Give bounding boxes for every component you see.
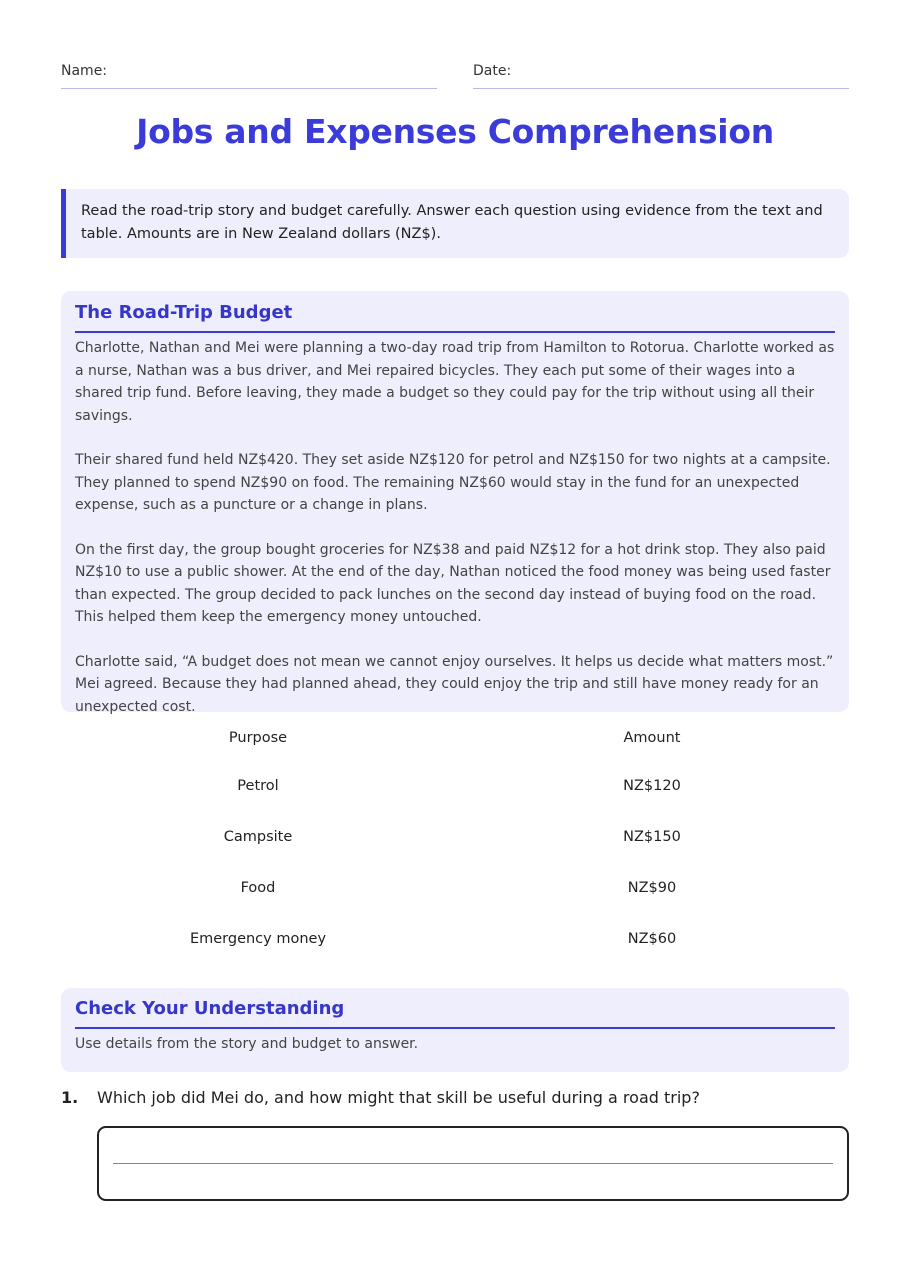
- table-header-row: [61, 716, 849, 760]
- instructions-text: Read the road-trip story and budget carefully. Answer each question using evidence from the text and table. Amounts are in New Zealand dollars (NZ$).: [81, 203, 823, 242]
- amount-cell: NZ$120: [623, 777, 681, 794]
- purpose-cell: Campsite: [223, 828, 293, 845]
- answer-line: [113, 1163, 833, 1164]
- purpose-cell: Emergency money: [189, 930, 327, 947]
- header-row: [61, 58, 849, 90]
- table-row: [61, 913, 849, 964]
- table-row: [61, 760, 849, 811]
- purpose-cell: Food: [240, 879, 276, 896]
- name-field[interactable]: [61, 58, 437, 89]
- date-field[interactable]: [473, 58, 849, 89]
- story-paragraph: On the first day, the group bought groceries for NZ$38 and paid NZ$12 for a hot drink stop. They also paid NZ$10 to use a public shower. At the end of the day, Nathan noticed the food money was being used faster than expected. The group decided to pack lunches on the second day instead of buying food on the road. This helped them keep the emergency money untouched.: [75, 541, 831, 625]
- amount-cell: NZ$150: [623, 828, 681, 845]
- answer-box[interactable]: [97, 1126, 849, 1201]
- amount-cell: NZ$90: [627, 879, 677, 896]
- amount-cell: NZ$60: [627, 930, 677, 947]
- column-header-amount: Amount: [623, 730, 681, 746]
- name-label: Name:: [61, 63, 108, 79]
- check-heading: Check Your Understanding: [75, 998, 835, 1029]
- table-row: [61, 811, 849, 862]
- question-text: Which job did Mei do, and how might that skill be useful during a road trip?: [97, 1088, 700, 1107]
- instructions-box: [61, 189, 849, 258]
- story-heading: The Road-Trip Budget: [75, 302, 835, 333]
- page-title: Jobs and Expenses Comprehension: [136, 112, 774, 151]
- story-paragraph: Charlotte said, “A budget does not mean we cannot enjoy ourselves. It helps us decide what matters most.” Mei agreed. Because they had planned ahead, they could enjoy the trip and still have money ready for an unexpected cost.: [75, 653, 834, 715]
- story-section: [61, 291, 849, 715]
- question-number: 1.: [61, 1088, 79, 1107]
- check-subtitle: Use details from the story and budget to answer.: [75, 1036, 419, 1052]
- purpose-cell: Petrol: [237, 777, 279, 794]
- column-header-purpose: Purpose: [228, 730, 288, 746]
- story-paragraph: Charlotte, Nathan and Mei were planning a two-day road trip from Hamilton to Rotorua. Charlotte worked as a nurse, Nathan was a bus driver, and Mei repaired bicycles. They each put some of their wages into a shared trip fund. Before leaving, they made a budget so they could pay for the trip without using all their savings.: [75, 340, 835, 424]
- date-label: Date:: [473, 63, 512, 79]
- check-understanding-section: [61, 988, 849, 1072]
- budget-table: [61, 716, 849, 964]
- table-row: [61, 862, 849, 913]
- story-paragraph: Their shared fund held NZ$420. They set aside NZ$120 for petrol and NZ$150 for two nights at a campsite. They planned to spend NZ$90 on food. The remaining NZ$60 would stay in the fund for an unexpected expense, such as a puncture or a change in plans.: [75, 452, 831, 513]
